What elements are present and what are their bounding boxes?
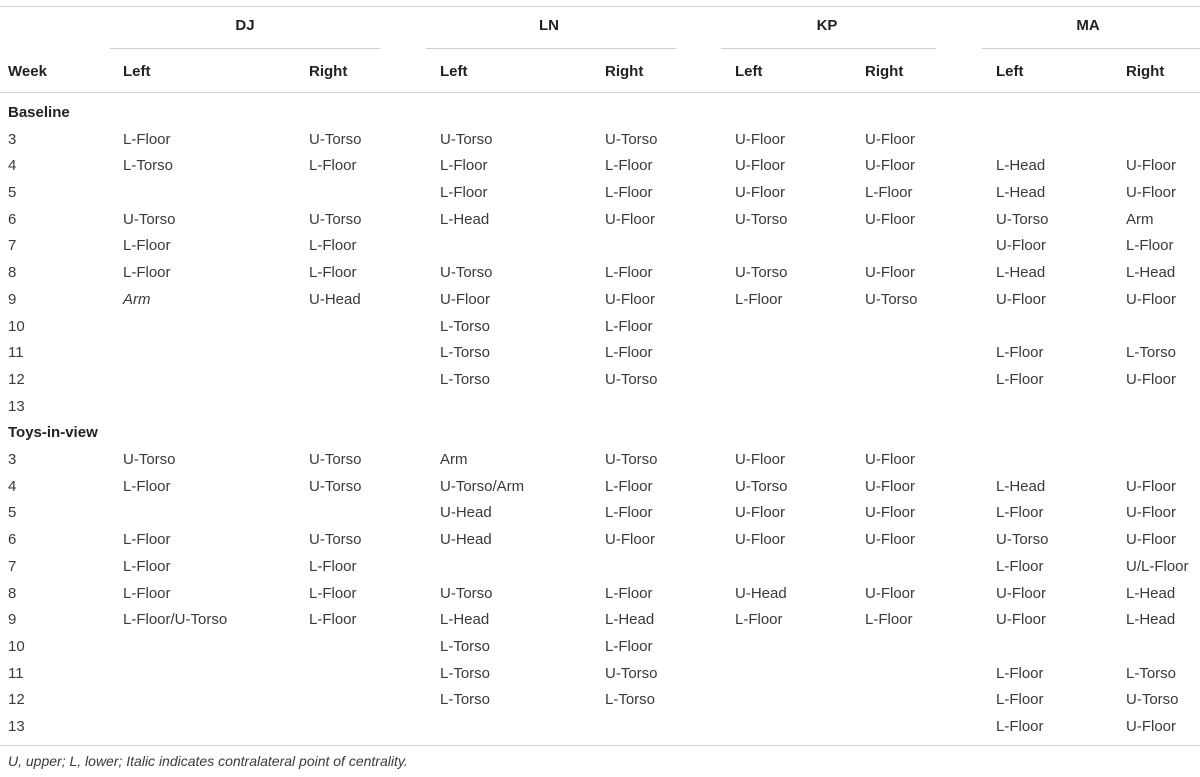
table-cell: U-Floor: [865, 131, 916, 148]
subject-underline-ln: [426, 48, 676, 49]
column-header-dj-left: Left: [123, 63, 151, 80]
table-cell: U-Floor: [865, 585, 916, 602]
table-cell: U-Head: [309, 291, 361, 308]
table-cell: U-Floor: [996, 237, 1047, 254]
table-cell: U-Torso: [605, 665, 658, 682]
subject-header-ma: MA: [1076, 17, 1100, 34]
table-cell: L-Floor: [309, 157, 357, 174]
header-divider: [0, 92, 1200, 93]
table-cell: U-Torso: [735, 211, 788, 228]
week-cell: 3: [8, 131, 17, 148]
table-cell: U-Torso: [123, 211, 176, 228]
column-header-ma-right: Right: [1126, 63, 1165, 80]
table-cell: U-Torso: [735, 478, 788, 495]
section-title: Toys-in-view: [8, 424, 98, 442]
table-cell: Arm: [123, 291, 151, 308]
table-cell: L-Floor: [123, 264, 171, 281]
table-cell: U-Torso: [605, 371, 658, 388]
table-cell: L-Floor: [865, 184, 913, 201]
table-cell: U-Torso: [735, 264, 788, 281]
table-cell: L-Floor: [996, 504, 1044, 521]
table-cell: L-Head: [996, 184, 1046, 201]
table-cell: Arm: [440, 451, 468, 468]
table-cell: U/L-Floor: [1126, 558, 1189, 575]
table-cell: U-Floor: [1126, 531, 1177, 548]
table-cell: L-Floor: [123, 237, 171, 254]
table-cell: L-Head: [996, 157, 1046, 174]
table-cell: U-Head: [735, 585, 787, 602]
table-cell: L-Floor: [735, 611, 783, 628]
table-cell: L-Floor: [735, 291, 783, 308]
column-header-ma-left: Left: [996, 63, 1024, 80]
table-cell: L-Torso: [440, 318, 491, 335]
table-cell: L-Torso: [123, 157, 174, 174]
table-cell: L-Floor: [996, 665, 1044, 682]
table-cell: L-Floor: [605, 478, 653, 495]
week-cell: 8: [8, 585, 17, 602]
subject-header-kp: KP: [816, 17, 838, 34]
table-cell: L-Floor: [123, 131, 171, 148]
table-cell: U-Floor: [735, 184, 786, 201]
week-header: Week: [8, 63, 47, 80]
week-cell: 9: [8, 291, 17, 308]
table-cell: L-Floor: [309, 237, 357, 254]
subject-underline-kp: [721, 48, 936, 49]
table-cell: L-Floor: [996, 371, 1044, 388]
column-header-ln-right: Right: [605, 63, 644, 80]
table-cell: U-Torso: [309, 131, 362, 148]
table-cell: U-Floor: [605, 291, 656, 308]
table-cell: U-Floor: [1126, 184, 1177, 201]
table-cell: U-Floor: [865, 478, 916, 495]
table-cell: U-Torso: [605, 451, 658, 468]
subject-underline-ma: [982, 48, 1200, 49]
table-cell: U-Head: [440, 504, 492, 521]
table-cell: U-Torso: [309, 451, 362, 468]
column-header-ln-left: Left: [440, 63, 468, 80]
table-cell: U-Floor: [1126, 157, 1177, 174]
table-cell: L-Torso: [440, 371, 491, 388]
table-cell: U-Floor: [1126, 718, 1177, 735]
subject-underline-dj: [110, 48, 380, 49]
week-cell: 7: [8, 237, 17, 254]
table-cell: L-Floor: [123, 531, 171, 548]
table-cell: U-Torso/Arm: [440, 478, 525, 495]
table-cell: L-Torso: [440, 691, 491, 708]
table-cell: L-Floor: [996, 718, 1044, 735]
table-cell: L-Floor: [996, 558, 1044, 575]
week-cell: 6: [8, 531, 17, 548]
subject-header-dj: DJ: [235, 17, 255, 34]
table-cell: L-Floor: [1126, 237, 1174, 254]
table-cell: U-Floor: [996, 585, 1047, 602]
table-cell: L-Head: [1126, 611, 1176, 628]
table-footnote: U, upper; L, lower; Italic indicates contralateral point of centrality.: [8, 753, 408, 769]
table-cell: U-Floor: [996, 291, 1047, 308]
table-cell: L-Torso: [1126, 344, 1177, 361]
week-cell: 13: [8, 398, 25, 415]
table-cell: L-Floor: [440, 184, 488, 201]
table-cell: L-Floor: [440, 157, 488, 174]
table-cell: U-Floor: [865, 451, 916, 468]
column-header-kp-right: Right: [865, 63, 904, 80]
bottom-rule: [0, 745, 1200, 746]
week-cell: 7: [8, 558, 17, 575]
table-cell: L-Torso: [440, 638, 491, 655]
table-cell: U-Floor: [996, 611, 1047, 628]
table-cell: L-Floor: [996, 344, 1044, 361]
table-cell: U-Torso: [309, 211, 362, 228]
table-cell: U-Floor: [1126, 478, 1177, 495]
table-cell: L-Torso: [440, 344, 491, 361]
table-cell: L-Floor/U-Torso: [123, 611, 228, 628]
table-cell: L-Floor: [309, 558, 357, 575]
table-cell: U-Torso: [996, 211, 1049, 228]
table-cell: L-Floor: [123, 585, 171, 602]
table-cell: L-Head: [996, 478, 1046, 495]
table-cell: U-Torso: [1126, 691, 1179, 708]
table-cell: U-Floor: [735, 451, 786, 468]
table-cell: L-Floor: [605, 638, 653, 655]
table-cell: L-Floor: [123, 478, 171, 495]
week-cell: 4: [8, 478, 17, 495]
table-cell: L-Floor: [605, 344, 653, 361]
week-cell: 5: [8, 504, 17, 521]
table-cell: U-Torso: [440, 264, 493, 281]
table-cell: L-Floor: [605, 585, 653, 602]
table-cell: U-Floor: [1126, 291, 1177, 308]
week-cell: 9: [8, 611, 17, 628]
table-cell: U-Floor: [440, 291, 491, 308]
table-cell: L-Head: [440, 611, 490, 628]
table-cell: L-Head: [1126, 585, 1176, 602]
table-cell: U-Torso: [865, 291, 918, 308]
table-cell: L-Floor: [865, 611, 913, 628]
week-cell: 11: [8, 665, 24, 682]
week-cell: 12: [8, 691, 25, 708]
table-cell: U-Floor: [865, 211, 916, 228]
week-cell: 13: [8, 718, 25, 735]
week-cell: 3: [8, 451, 17, 468]
table-cell: L-Floor: [605, 184, 653, 201]
table-cell: L-Floor: [996, 691, 1044, 708]
table-cell: U-Torso: [605, 131, 658, 148]
table-cell: U-Floor: [735, 504, 786, 521]
table-cell: L-Floor: [309, 611, 357, 628]
table-cell: U-Floor: [735, 531, 786, 548]
table-cell: L-Torso: [605, 691, 656, 708]
table-cell: U-Torso: [996, 531, 1049, 548]
table-cell: Arm: [1126, 211, 1154, 228]
table-cell: L-Floor: [605, 157, 653, 174]
table-cell: U-Head: [440, 531, 492, 548]
table-cell: L-Floor: [605, 264, 653, 281]
table-cell: U-Torso: [309, 531, 362, 548]
table-cell: L-Head: [1126, 264, 1176, 281]
column-header-kp-left: Left: [735, 63, 763, 80]
table-cell: L-Floor: [605, 504, 653, 521]
table-cell: U-Floor: [865, 264, 916, 281]
section-title: Baseline: [8, 104, 70, 121]
table-cell: U-Torso: [309, 478, 362, 495]
table-cell: U-Floor: [865, 531, 916, 548]
week-cell: 11: [8, 344, 24, 361]
week-cell: 6: [8, 211, 17, 228]
table-cell: L-Floor: [309, 585, 357, 602]
table-cell: U-Torso: [440, 585, 493, 602]
table-cell: L-Torso: [1126, 665, 1177, 682]
table-cell: U-Torso: [123, 451, 176, 468]
week-cell: 12: [8, 371, 25, 388]
table-cell: U-Floor: [865, 157, 916, 174]
table-cell: L-Floor: [605, 318, 653, 335]
table-cell: L-Floor: [309, 264, 357, 281]
top-rule: [0, 6, 1200, 7]
table-cell: L-Head: [605, 611, 655, 628]
table-cell: U-Floor: [735, 131, 786, 148]
table-cell: U-Floor: [865, 504, 916, 521]
week-cell: 5: [8, 184, 17, 201]
table-cell: U-Torso: [440, 131, 493, 148]
week-cell: 8: [8, 264, 17, 281]
week-cell: 4: [8, 157, 17, 174]
table-cell: U-Floor: [735, 157, 786, 174]
column-header-dj-right: Right: [309, 63, 348, 80]
week-cell: 10: [8, 318, 25, 335]
table-cell: L-Floor: [123, 558, 171, 575]
week-cell: 10: [8, 638, 25, 655]
table-cell: U-Floor: [1126, 504, 1177, 521]
table-cell: U-Floor: [605, 531, 656, 548]
table-cell: U-Floor: [1126, 371, 1177, 388]
table-cell: L-Torso: [440, 665, 491, 682]
table-cell: L-Head: [996, 264, 1046, 281]
table-cell: L-Head: [440, 211, 490, 228]
table-cell: U-Floor: [605, 211, 656, 228]
subject-header-ln: LN: [539, 17, 559, 34]
